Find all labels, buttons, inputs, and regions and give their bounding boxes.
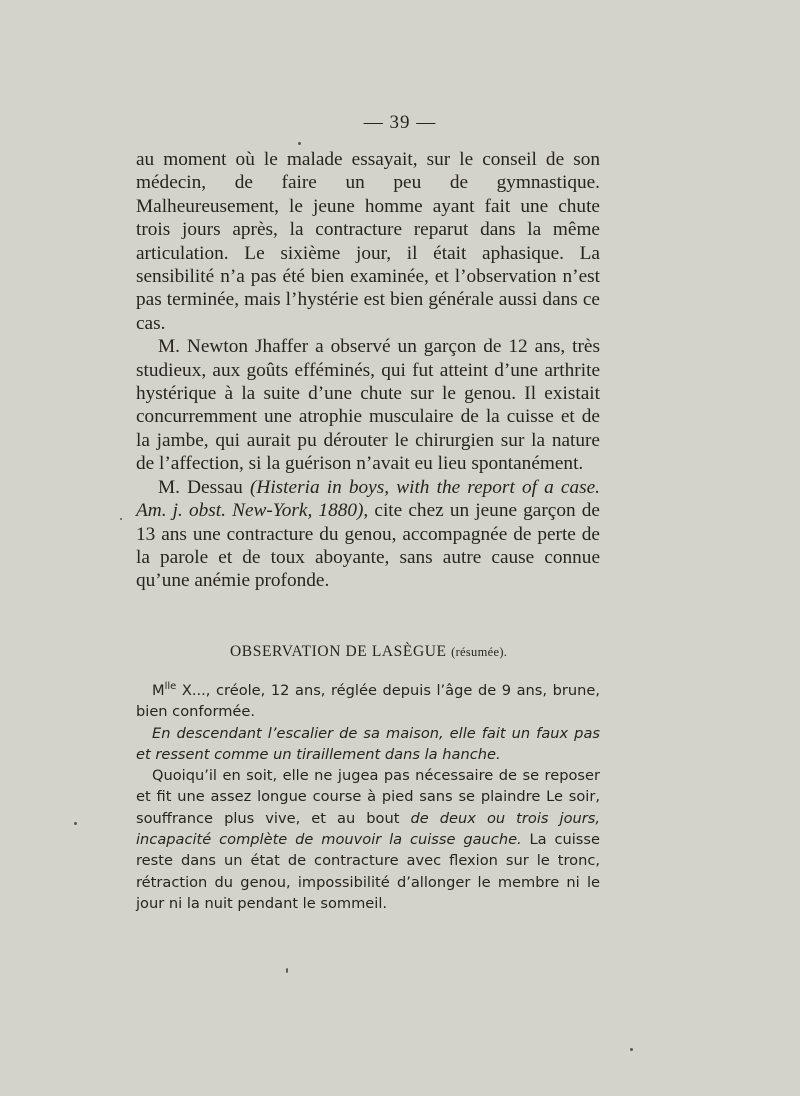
text-run: La cuisse reste dans un état de contracture avec flexion sur le tronc, rétraction du genou, impossibilité d’allonger le membre ni le jour ni la nuit pendant le sommeil.: [136, 831, 600, 912]
observation-title-main: OBSERVATION DE LASÈGUE: [230, 643, 447, 660]
ink-speck: [286, 968, 288, 973]
text-run: Quoiqu’il en soit, elle ne jugea pas nécessaire de se reposer et fit une assez longue course à pied sans se plaindre Le soir, souffrance plus vive, et au bout: [136, 767, 600, 827]
observation-text: [136, 680, 600, 914]
italic-text: de deux ou trois jours, incapacité complète de mouvoir la cuisse gauche.: [136, 809, 600, 849]
text-run: , cite chez un jeune garçon de 13 ans une contracture du genou, accompagnée de perte de la parole et de toux aboyante, sans autre cause connue qu’une anémie profonde.: [136, 500, 600, 592]
observation-title-small: (résumée).: [451, 645, 508, 659]
paragraph: [136, 148, 600, 335]
ink-speck: [630, 1048, 633, 1051]
observation-paragraph: [136, 765, 600, 914]
text-run: au moment où le malade essayait, sur le conseil de son médecin, de faire un peu de gymnastique. Malheureusement, le jeune homme ayant fait une chute trois jours après, la contracture reparut dans la même articulation. Le sixième jour, il était aphasique. La sensibilité n’a pas été bien examinée, et l’observation n’est pas terminée, mais l’hystérie est bien générale aussi dans ce cas.: [136, 149, 600, 334]
paragraph: [136, 476, 600, 593]
italic-text: (Histeria in boys, with the report of a case. Am. j. obst. New-York, 1880): [136, 476, 600, 522]
ink-speck: [120, 518, 122, 520]
observation-paragraph: [136, 680, 600, 723]
paragraph: [136, 335, 600, 475]
text-run: M. Newton Jhaffer a observé un garçon de 12 ans, très studieux, aux goûts efféminés, qui fut atteint d’une arthrite hystérique à la suite d’une chute sur le genou. Il existait concurremment une atrophie musculaire de la cuisse et de la jambe, qui aurait pu dérouter le chirurgien sur la nature de l’affection, si la guérison n’avait eu lieu spontanément.: [136, 336, 600, 475]
page-number: — 39 —: [363, 112, 437, 133]
body-text: [136, 148, 600, 593]
text-run: X..., créole, 12 ans, réglée depuis l’âge de 9 ans, brune, bien conformée.: [136, 682, 600, 721]
ink-speck: [74, 822, 77, 825]
ink-speck: [298, 142, 301, 145]
text-run: M: [152, 682, 165, 699]
observation-title: [230, 643, 530, 661]
observation-paragraph: [136, 723, 600, 766]
italic-text: En descendant l’escalier de sa maison, elle fait un faux pas et ressent comme un tiraillement dans la hanche.: [136, 724, 600, 763]
text-run: M. Dessau: [158, 476, 250, 498]
superscript-text: lle: [164, 681, 177, 693]
